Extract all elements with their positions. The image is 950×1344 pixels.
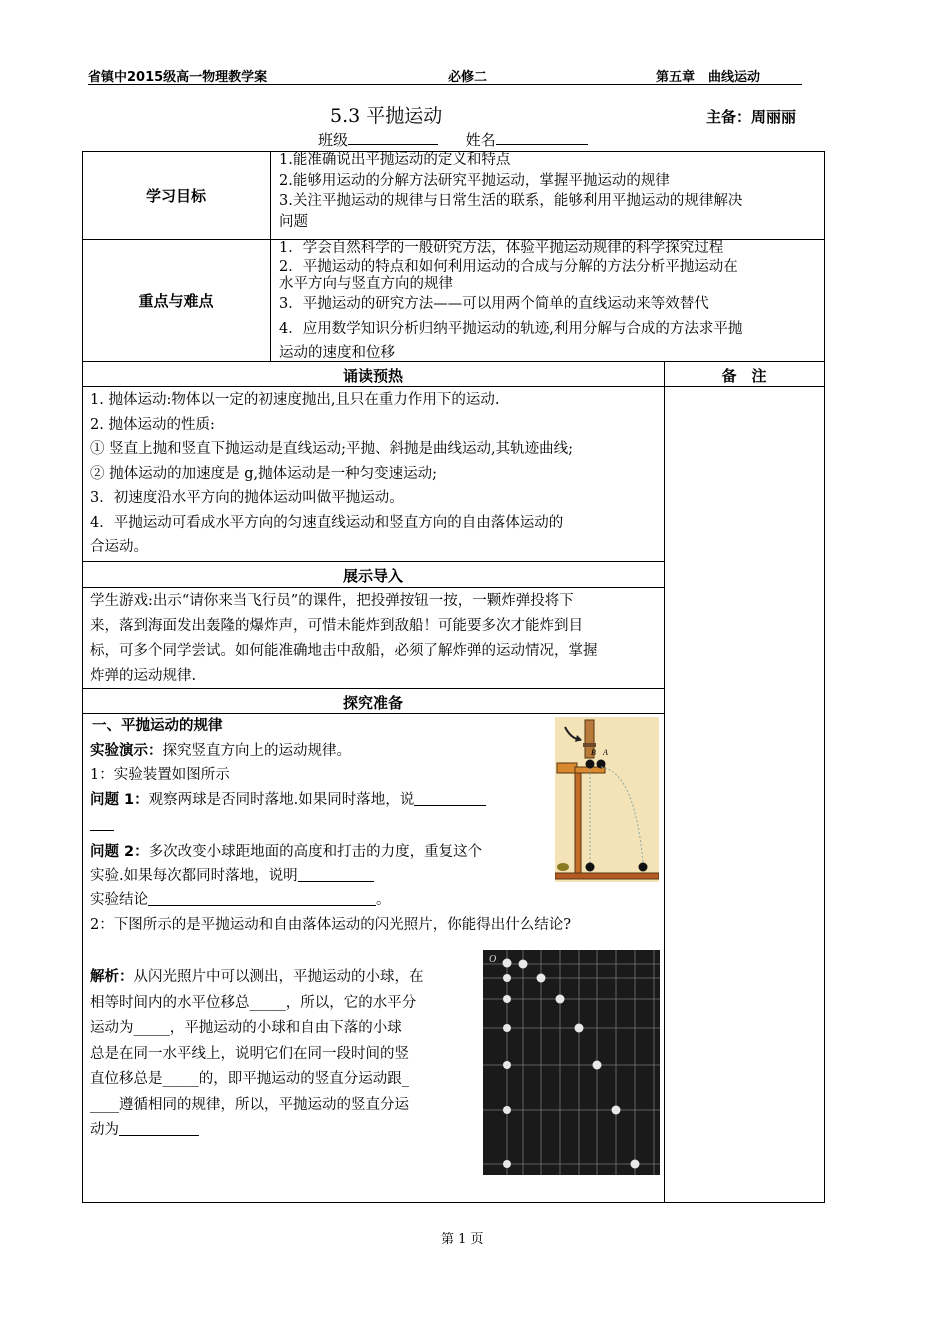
page-number: 第 1 页 [441, 1232, 484, 1247]
q1-line: 问题 1：观察两球是否同时落地.如果同时落地，说 [90, 790, 486, 811]
apparatus-figure [555, 717, 659, 882]
q2-blank[interactable] [298, 867, 374, 882]
keypoints-label: 重点与难点 [138, 292, 214, 310]
preview-text: 1. 抛体运动:物体以一定的初速度抛出,且只在重力作用下的运动. 2. 抛体运动的性质: ① 竖直上抛和竖直下抛运动是直线运动;平抛、斜抛是曲线运动,其轨迹曲线; ② 抛体运动的加速度是 g,抛体运动是一种匀变速运动; 3．初速度沿水平方向的抛体运动叫做平抛运动。 4．平抛运动可看成水平方向的匀速直线运动和竖直方向的自由落体运动的 合运动。 [90, 392, 573, 555]
step1-line: 1：实验装置如图所示 [90, 767, 230, 783]
analysis-text: 解析：从闪光照片中可以测出，平抛运动的小球，在 相等时间内的水平位移总_____，所以，它的水平分 运动为_____，平抛运动的小球和自由下落的小球 总是在同一水平线上，说明它们在同一段时间的竖 直位移总是_____的，即平抛运动的竖直分运动跟_ ____遵循相同的规律，所以，平抛运动的竖直分运 动为 [90, 969, 424, 1138]
header-chapter: 第五章 曲线运动 [656, 70, 761, 85]
name-blank[interactable] [496, 130, 588, 145]
q1-blank-cont[interactable] [90, 815, 114, 836]
keypoints-text: 1．学会自然科学的一般研究方法，体验平抛运动规律的科学探究过程 2．平抛运动的特点和如何利用运动的合成与分解的方法分析平抛运动在 水平方向与竖直方向的规律 3．平抛运动的研究方法——可以用两个简单的直线运动来等效替代 4．应用数学知识分析归纳平抛运动的轨迹,利用分解与合成的方法求平抛 运动的速度和位移 [279, 240, 743, 361]
page-title: 5.3 平抛运动 [330, 105, 443, 127]
intro-text: 学生游戏:出示“请你来当飞行员”的课件，把投弹按钮一按，一颗炸弹投将下 来，落到海面发出轰隆的爆炸声，可惜未能炸到敌船！可能要多次才能炸到目 标，可多个同学尝试。如何能准确地击中敌船，必须了解炸弹的运动情况，掌握 炸弹的运动规律. [90, 593, 598, 684]
conclusion-blank[interactable] [148, 891, 376, 906]
class-label: 班级 [318, 131, 349, 149]
conclusion-line: 实验结论 。 [90, 892, 391, 908]
analysis-final-blank[interactable] [119, 1121, 199, 1136]
class-blank[interactable] [348, 130, 438, 145]
fig1-label-b: B [591, 748, 596, 757]
fig2-origin-label: O [489, 954, 497, 965]
objectives-text: 1.能准确说出平抛运动的定义和特点 2.能够用运动的分解方法研究平抛运动，掌握平抛运动的规律 3.关注平抛运动的规律与日常生活的联系，能够利用平抛运动的规律解决 问题 [279, 152, 743, 230]
step2-line: 2：下图所示的是平抛运动和自由落体运动的闪光照片，你能得出什么结论? [90, 917, 571, 933]
q1-blank[interactable] [414, 791, 486, 806]
header-book: 必修二 [448, 70, 488, 85]
header-school: 省镇中2015级高一物理教学案 [88, 70, 268, 85]
class-name-line [318, 129, 588, 150]
explore-heading: 探究准备 [342, 694, 403, 712]
q2-line2: 实验.如果每次都同时落地，说明 [90, 866, 374, 887]
strobe-photo [483, 950, 660, 1175]
intro-heading: 展示导入 [342, 567, 403, 585]
author: 主备：周丽丽 [706, 108, 797, 126]
header-rule [88, 84, 802, 85]
name-label: 姓名 [465, 131, 496, 149]
objectives-label: 学习目标 [145, 187, 206, 205]
q2-line: 问题 2：多次改变小球距地面的高度和打击的力度，重复这个 [90, 844, 483, 860]
preview-heading: 诵读预热 [342, 367, 403, 385]
section-title: 一、平抛运动的规律 [92, 718, 223, 734]
fig1-label-a: A [603, 748, 608, 757]
notes-heading: 备 注 [721, 367, 767, 385]
demo-line: 实验演示：探究竖直方向上的运动规律。 [90, 743, 351, 759]
